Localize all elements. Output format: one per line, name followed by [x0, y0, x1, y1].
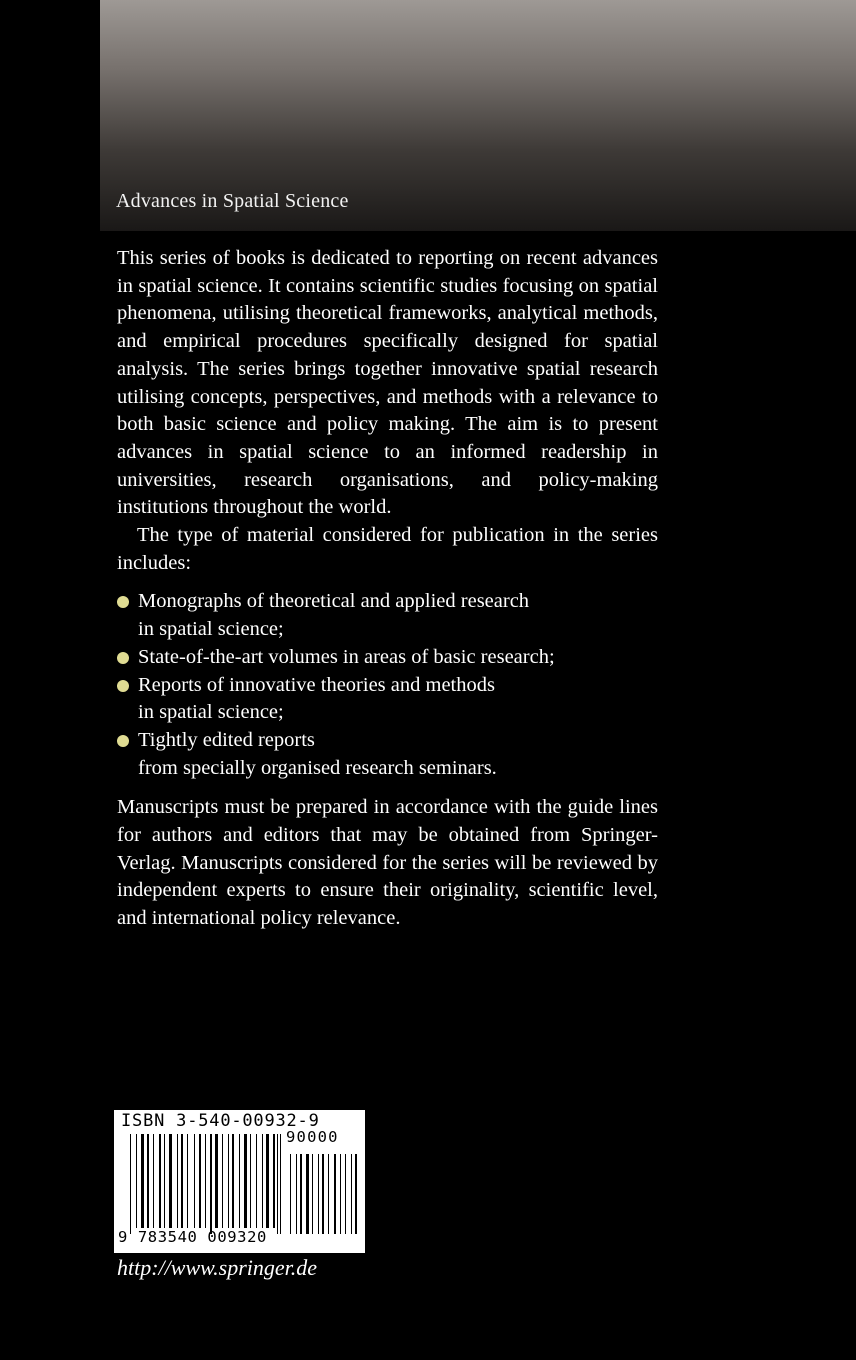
barcode-bar — [177, 1134, 178, 1228]
barcode-bar — [345, 1154, 346, 1234]
bullet-icon — [117, 735, 129, 747]
list-item-line: from specially organised research seminars. — [138, 756, 497, 779]
material-list — [117, 588, 658, 782]
isbn-barcode — [114, 1110, 365, 1253]
barcode-bar — [187, 1134, 188, 1228]
barcode-bar — [130, 1134, 131, 1234]
list-item-line: Tightly edited reports — [138, 728, 315, 751]
list-item-line: in spatial science; — [138, 618, 284, 641]
barcode-bar — [351, 1154, 352, 1234]
publisher-url[interactable]: http://www.springer.de — [117, 1255, 318, 1280]
barcode-bar — [194, 1134, 195, 1228]
barcode-bar — [169, 1134, 172, 1228]
list-item — [117, 644, 658, 672]
barcode-bar — [318, 1154, 319, 1234]
list-item-line: Monographs of theoretical and applied research — [138, 590, 530, 613]
series-title: Advances in Spatial Science — [116, 190, 349, 212]
intro-paragraph: This series of books is dedicated to reporting on recent advances in spatial science. It contains scientific studies focusing on spatial phenomena, utilising theoretical frameworks, analytical methods, and empirical procedures specifically designed for spatial analysis. The series brings together innovative spatial research utilising concepts, perspectives, and methods with a relevance to both basic science and policy making. The aim is to present advances in spatial science to an informed readership in universities, research organisations, and policy-making institutions throughout the world. — [117, 247, 658, 519]
barcode-bar — [334, 1154, 336, 1234]
barcode-bar — [244, 1134, 247, 1228]
list-item — [117, 727, 658, 782]
list-item-line: State-of-the-art volumes in areas of basic research; — [138, 645, 555, 668]
barcode-bar — [232, 1134, 234, 1228]
barcode-bar — [164, 1134, 165, 1228]
bullet-icon — [117, 596, 129, 608]
barcode-bar — [199, 1134, 201, 1228]
list-item-line: in spatial science; — [138, 701, 284, 724]
barcode-bar — [273, 1134, 275, 1228]
barcode-bar — [136, 1134, 137, 1228]
material-intro: The type of material considered for publication in the series includes: — [117, 524, 658, 574]
list-item-line: Reports of innovative theories and methods — [138, 673, 495, 696]
bullet-icon — [117, 680, 129, 692]
barcode-bar — [250, 1134, 251, 1228]
barcode-bar — [290, 1154, 291, 1234]
list-item — [117, 672, 658, 727]
barcode-bar — [262, 1134, 263, 1228]
barcode-bar — [340, 1154, 341, 1234]
barcode-bar — [222, 1134, 223, 1228]
barcode-bar — [256, 1134, 257, 1228]
barcode-bar — [239, 1134, 240, 1228]
header-band — [100, 0, 856, 231]
barcode-bar — [181, 1134, 183, 1228]
barcode-bar — [153, 1134, 154, 1228]
barcode-bar — [322, 1154, 324, 1234]
barcode-bar — [355, 1154, 357, 1234]
barcode-bar — [215, 1134, 218, 1228]
barcode-bar — [306, 1154, 309, 1234]
ean-label: 9 783540 009320 — [118, 1228, 267, 1246]
description-block — [117, 245, 658, 933]
barcode-bar — [147, 1134, 149, 1228]
barcode-bar — [277, 1134, 278, 1234]
barcode-bar — [266, 1134, 269, 1228]
isbn-label: ISBN 3-540-00932-9 — [121, 1111, 320, 1131]
barcode-bar — [228, 1134, 229, 1228]
bullet-icon — [117, 652, 129, 664]
barcode-bar — [280, 1134, 281, 1234]
barcode-bar — [141, 1134, 144, 1228]
barcode-bar — [328, 1154, 329, 1234]
manuscripts-paragraph: Manuscripts must be prepared in accordance with the guide lines for authors and editors that may be obtained from Springer-Verlag. Manuscripts considered for the series will be reviewed by independent experts to ensure their originality, scientific level, and international policy relevance. — [117, 796, 658, 930]
barcode-bar — [296, 1154, 297, 1234]
barcode-addon-label: 90000 — [286, 1128, 339, 1146]
barcode-bar — [300, 1154, 302, 1234]
list-item — [117, 588, 658, 643]
barcode-bar — [210, 1134, 212, 1234]
barcode-bar — [312, 1154, 313, 1234]
barcode-bar — [205, 1134, 206, 1228]
barcode-bar — [159, 1134, 161, 1228]
